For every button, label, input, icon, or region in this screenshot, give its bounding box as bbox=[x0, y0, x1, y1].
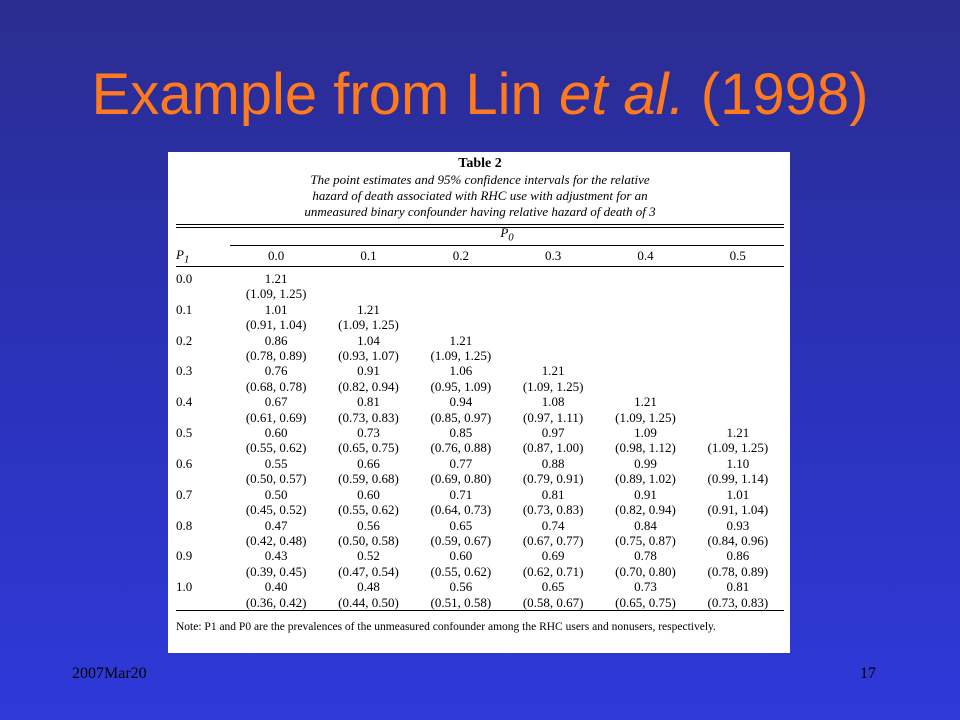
estimate-row bbox=[176, 302, 784, 317]
p1-value bbox=[176, 502, 230, 517]
ci-cell bbox=[692, 410, 784, 425]
column-header: 0.5 bbox=[729, 248, 746, 263]
ci-cell bbox=[507, 286, 599, 301]
ci-cell: (0.59, 0.68) bbox=[338, 471, 399, 487]
estimate-cell bbox=[692, 271, 784, 286]
estimate-cell: 1.10 bbox=[726, 455, 750, 471]
estimate-cell bbox=[415, 302, 507, 317]
p1-value bbox=[176, 348, 230, 363]
p1-value: 0.9 bbox=[176, 548, 193, 564]
estimate-cell: 0.65 bbox=[541, 579, 565, 595]
title-main: Example from Lin bbox=[91, 62, 559, 127]
estimate-cell: 0.99 bbox=[634, 455, 657, 471]
column-header: 0.4 bbox=[637, 248, 654, 263]
p1-value: 0.4 bbox=[176, 394, 193, 410]
ci-cell: (0.99, 1.14) bbox=[707, 471, 769, 487]
estimate-cell: 1.06 bbox=[449, 363, 473, 379]
ci-cell bbox=[599, 348, 691, 363]
ci-cell: (0.85, 0.97) bbox=[430, 409, 492, 425]
data-table bbox=[176, 271, 784, 610]
estimate-cell: 0.84 bbox=[634, 517, 657, 533]
ci-cell: (0.50, 0.58) bbox=[338, 532, 399, 548]
estimate-cell: 1.21 bbox=[449, 332, 473, 348]
table-caption-line: The point estimates and 95% confidence intervals for the relative bbox=[310, 172, 650, 187]
estimate-cell: 0.91 bbox=[634, 486, 657, 502]
ci-row bbox=[176, 471, 784, 486]
estimate-cell: 1.01 bbox=[726, 486, 750, 502]
p0-label-text: P bbox=[500, 225, 509, 241]
estimate-cell bbox=[599, 271, 691, 286]
estimate-cell bbox=[599, 333, 691, 348]
estimate-cell: 0.86 bbox=[726, 548, 750, 564]
p1-value: 0.1 bbox=[176, 301, 193, 317]
estimate-cell: 0.73 bbox=[357, 425, 380, 441]
estimate-cell: 0.91 bbox=[357, 363, 380, 379]
estimate-cell: 0.81 bbox=[541, 486, 565, 502]
ci-cell: (0.97, 1.11) bbox=[523, 409, 584, 425]
p1-value: 0.6 bbox=[176, 455, 193, 471]
ci-row bbox=[176, 286, 784, 301]
ci-row bbox=[176, 440, 784, 455]
ci-row bbox=[176, 348, 784, 363]
estimate-cell: 0.67 bbox=[264, 394, 288, 410]
p1-value: 1.0 bbox=[176, 579, 193, 595]
estimate-cell: 0.52 bbox=[357, 548, 380, 564]
table-caption-line: hazard of death associated with RHC use with adjustment for an bbox=[312, 188, 648, 203]
ci-cell bbox=[692, 348, 784, 363]
estimate-cell: 0.65 bbox=[449, 517, 473, 533]
ci-cell: (0.76, 0.88) bbox=[430, 440, 492, 456]
p1-value: 0.7 bbox=[176, 486, 193, 502]
ci-cell: (0.69, 0.80) bbox=[430, 471, 492, 487]
estimate-cell: 0.88 bbox=[541, 455, 565, 471]
p1-value bbox=[176, 317, 230, 332]
p1-value: 0.0 bbox=[176, 271, 193, 286]
estimate-cell: 0.40 bbox=[264, 579, 288, 595]
estimate-cell bbox=[599, 302, 691, 317]
estimate-cell: 0.66 bbox=[357, 455, 380, 471]
ci-cell: (0.51, 0.58) bbox=[430, 594, 492, 610]
estimate-row bbox=[176, 363, 784, 378]
estimate-cell: 0.43 bbox=[264, 548, 288, 564]
ci-cell: (0.91, 1.04) bbox=[245, 317, 307, 333]
estimate-cell: 1.21 bbox=[726, 425, 750, 441]
ci-cell: (0.70, 0.80) bbox=[615, 563, 676, 579]
ci-cell: (0.73, 0.83) bbox=[338, 409, 399, 425]
estimate-cell: 0.60 bbox=[357, 486, 380, 502]
estimate-cell bbox=[415, 271, 507, 286]
estimate-row bbox=[176, 579, 784, 594]
ci-row bbox=[176, 502, 784, 517]
ci-cell: (0.61, 0.69) bbox=[245, 409, 307, 425]
ci-cell: (0.93, 1.07) bbox=[338, 348, 399, 364]
estimate-cell: 0.77 bbox=[449, 455, 473, 471]
p1-value: 0.8 bbox=[176, 517, 193, 533]
p1-value bbox=[176, 286, 230, 301]
p1-value: 0.3 bbox=[176, 363, 193, 379]
ci-cell bbox=[599, 317, 691, 332]
estimate-row bbox=[176, 333, 784, 348]
p1-value: 0.5 bbox=[176, 425, 193, 441]
ci-cell bbox=[692, 317, 784, 332]
estimate-cell bbox=[322, 271, 414, 286]
ci-cell bbox=[599, 286, 691, 301]
estimate-cell: 1.08 bbox=[541, 394, 565, 410]
estimate-cell: 1.21 bbox=[357, 301, 380, 317]
ci-cell: (0.62, 0.71) bbox=[522, 563, 584, 579]
estimate-cell bbox=[599, 363, 691, 378]
ci-cell: (0.47, 0.54) bbox=[338, 563, 399, 579]
ci-cell: (0.89, 1.02) bbox=[615, 471, 676, 487]
ci-row bbox=[176, 595, 784, 610]
estimate-row bbox=[176, 548, 784, 563]
ci-cell: (0.75, 0.87) bbox=[615, 532, 676, 548]
ci-cell bbox=[415, 317, 507, 332]
ci-cell: (0.64, 0.73) bbox=[430, 502, 492, 518]
p1-value bbox=[176, 533, 230, 548]
ci-cell: (0.73, 0.83) bbox=[707, 594, 769, 610]
estimate-row bbox=[176, 271, 784, 286]
ci-cell: (0.78, 0.89) bbox=[707, 563, 769, 579]
ci-cell: (1.09, 1.25) bbox=[707, 440, 769, 456]
estimate-cell: 0.94 bbox=[449, 394, 473, 410]
ci-cell: (0.55, 0.62) bbox=[338, 502, 399, 518]
table-number: Table 2 bbox=[458, 156, 502, 171]
estimate-row bbox=[176, 394, 784, 409]
ci-cell bbox=[692, 379, 784, 394]
ci-cell: (1.09, 1.25) bbox=[522, 378, 584, 394]
table-note: Note: P1 and P0 are the prevalences of the unmeasured confounder among the RHC users and nonusers, respectively. bbox=[176, 620, 716, 633]
column-header: 0.2 bbox=[452, 248, 469, 263]
ci-cell: (0.39, 0.45) bbox=[245, 563, 307, 579]
estimate-cell: 1.04 bbox=[357, 332, 380, 348]
ci-cell: (0.98, 1.12) bbox=[615, 440, 676, 456]
column-header: 0.3 bbox=[545, 248, 562, 263]
ci-cell: (0.68, 0.78) bbox=[245, 378, 307, 394]
ci-cell: (0.82, 0.94) bbox=[338, 378, 399, 394]
estimate-row bbox=[176, 518, 784, 533]
estimate-cell: 1.21 bbox=[634, 394, 657, 410]
ci-cell: (1.09, 1.25) bbox=[338, 317, 399, 333]
bottom-rule bbox=[176, 610, 784, 611]
estimate-cell: 0.81 bbox=[726, 579, 750, 595]
ci-row bbox=[176, 410, 784, 425]
ci-cell: (0.73, 0.83) bbox=[522, 502, 584, 518]
ci-cell: (0.44, 0.50) bbox=[338, 594, 399, 610]
title-tail: (1998) bbox=[684, 62, 869, 127]
ci-cell bbox=[415, 286, 507, 301]
estimate-cell: 1.01 bbox=[264, 301, 288, 317]
p1-value bbox=[176, 410, 230, 425]
estimate-cell: 0.73 bbox=[634, 579, 657, 595]
estimate-cell: 0.56 bbox=[357, 517, 380, 533]
estimate-cell: 0.76 bbox=[264, 363, 288, 379]
ci-row bbox=[176, 379, 784, 394]
estimate-cell: 1.21 bbox=[264, 271, 288, 286]
ci-row bbox=[176, 564, 784, 579]
estimate-cell bbox=[507, 271, 599, 286]
estimate-cell: 0.71 bbox=[449, 486, 473, 502]
estimate-cell: 0.50 bbox=[264, 486, 288, 502]
ci-cell: (0.78, 0.89) bbox=[245, 348, 307, 364]
ci-cell: (1.09, 1.25) bbox=[430, 348, 492, 364]
ci-cell: (1.09, 1.25) bbox=[615, 409, 676, 425]
estimate-row bbox=[176, 487, 784, 502]
estimate-cell: 0.78 bbox=[634, 548, 657, 564]
title-italic: et al. bbox=[558, 62, 685, 127]
ci-cell: (0.95, 1.09) bbox=[430, 378, 492, 394]
header-rule bbox=[176, 266, 784, 267]
estimate-cell: 0.81 bbox=[357, 394, 380, 410]
slide-number: 17 bbox=[860, 665, 876, 682]
p1-value bbox=[176, 471, 230, 486]
estimate-cell bbox=[692, 363, 784, 378]
column-header: 0.0 bbox=[268, 248, 285, 263]
estimate-cell: 0.48 bbox=[357, 579, 380, 595]
estimate-cell: 0.55 bbox=[264, 455, 288, 471]
ci-cell: (0.87, 1.00) bbox=[522, 440, 584, 456]
ci-cell: (0.45, 0.52) bbox=[245, 502, 307, 518]
estimate-cell bbox=[507, 302, 599, 317]
slide-title bbox=[0, 55, 960, 135]
ci-cell: (1.09, 1.25) bbox=[245, 286, 307, 302]
p1-label bbox=[176, 247, 230, 266]
footer-date: 2007Mar20 bbox=[72, 665, 147, 682]
estimate-cell: 0.60 bbox=[264, 425, 288, 441]
estimate-cell: 0.97 bbox=[541, 425, 565, 441]
ci-cell: (0.67, 0.77) bbox=[522, 532, 584, 548]
ci-cell: (0.82, 0.94) bbox=[615, 502, 676, 518]
ci-cell: (0.58, 0.67) bbox=[522, 594, 584, 610]
p0-label bbox=[230, 225, 784, 246]
ci-cell: (0.55, 0.62) bbox=[245, 440, 307, 456]
estimate-cell: 0.69 bbox=[541, 548, 565, 564]
ci-cell: (0.36, 0.42) bbox=[245, 594, 307, 610]
estimate-cell: 0.85 bbox=[449, 425, 473, 441]
estimate-cell: 0.60 bbox=[449, 548, 473, 564]
column-header: 0.1 bbox=[360, 248, 377, 263]
ci-cell bbox=[507, 348, 599, 363]
p0-label-sub: 0 bbox=[508, 232, 514, 244]
estimate-cell: 0.93 bbox=[726, 517, 750, 533]
estimate-row bbox=[176, 456, 784, 471]
p1-label-text: P bbox=[176, 246, 184, 262]
column-header-row bbox=[176, 246, 784, 266]
ci-row bbox=[176, 317, 784, 332]
p1-label-sub: 1 bbox=[183, 253, 190, 266]
ci-cell: (0.65, 0.75) bbox=[338, 440, 399, 456]
ci-cell: (0.59, 0.67) bbox=[430, 532, 492, 548]
ci-cell: (0.79, 0.91) bbox=[522, 471, 584, 487]
ci-cell bbox=[507, 317, 599, 332]
ci-row bbox=[176, 533, 784, 548]
p1-value: 0.2 bbox=[176, 332, 193, 348]
estimate-cell bbox=[692, 333, 784, 348]
ci-cell: (0.55, 0.62) bbox=[430, 563, 492, 579]
p0-header-row bbox=[176, 225, 784, 246]
estimate-cell: 0.56 bbox=[449, 579, 473, 595]
estimate-cell bbox=[692, 394, 784, 409]
estimate-cell: 0.86 bbox=[264, 332, 288, 348]
p1-value bbox=[176, 440, 230, 455]
ci-cell bbox=[322, 286, 414, 301]
ci-cell bbox=[692, 286, 784, 301]
estimate-row bbox=[176, 425, 784, 440]
p1-value bbox=[176, 379, 230, 394]
estimate-cell: 0.47 bbox=[264, 517, 288, 533]
p1-value bbox=[176, 595, 230, 610]
table-image bbox=[168, 152, 790, 653]
estimate-cell: 0.74 bbox=[541, 517, 565, 533]
ci-cell: (0.84, 0.96) bbox=[707, 532, 769, 548]
estimate-cell bbox=[692, 302, 784, 317]
p1-value bbox=[176, 564, 230, 579]
ci-cell: (0.42, 0.48) bbox=[245, 532, 307, 548]
estimate-cell: 1.21 bbox=[541, 363, 565, 379]
ci-cell: (0.65, 0.75) bbox=[615, 594, 676, 610]
table-caption-line: unmeasured binary confounder having relative hazard of death of 3 bbox=[304, 204, 656, 219]
estimate-cell bbox=[507, 333, 599, 348]
table-header bbox=[176, 156, 784, 220]
ci-cell bbox=[599, 379, 691, 394]
estimate-cell: 1.09 bbox=[634, 425, 657, 441]
ci-cell: (0.91, 1.04) bbox=[707, 502, 769, 518]
ci-cell: (0.50, 0.57) bbox=[245, 471, 307, 487]
